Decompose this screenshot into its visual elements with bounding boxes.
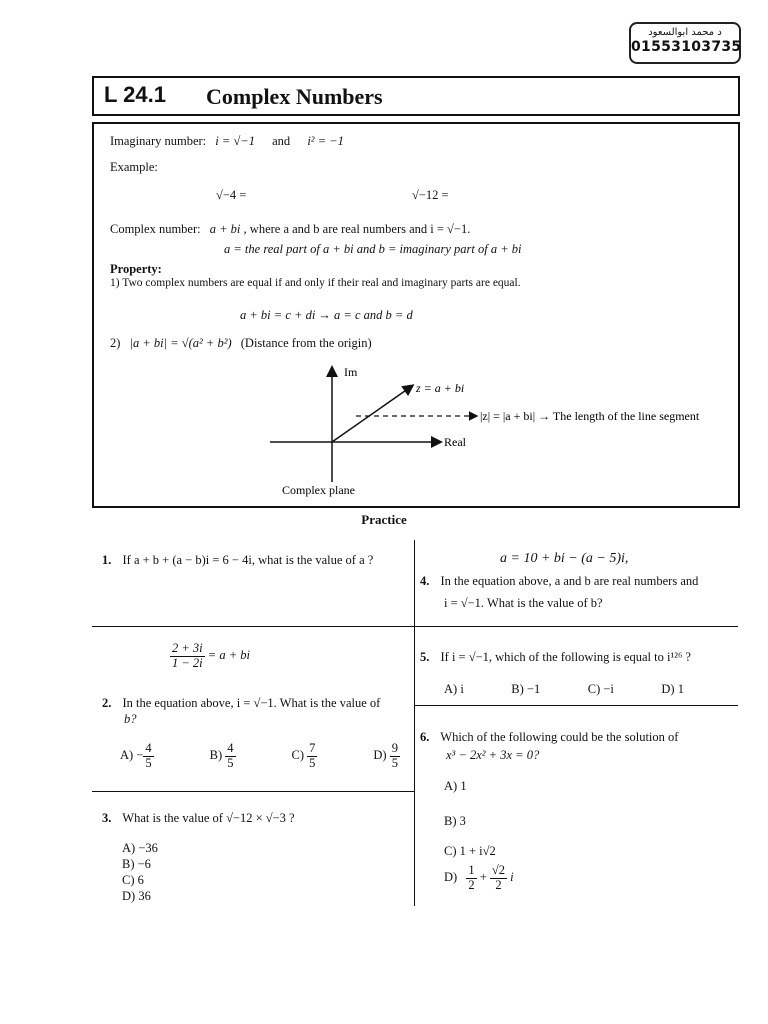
complex-plane-diagram (94, 124, 738, 506)
q2-option-c[interactable]: C) $\frac{7}{5}$ (291, 741, 316, 770)
example-2: √−12 = (412, 188, 449, 202)
question-5-options (444, 682, 684, 697)
question-6: 6. Which of the following could be the solution of (420, 730, 679, 744)
modulus-label: |z| = |a + bi| → The length of the line segment (480, 409, 700, 423)
q5-option-c[interactable]: C) −i (587, 682, 614, 696)
q6-option-b[interactable]: B) 3 (444, 814, 466, 828)
column-divider (414, 540, 415, 906)
q6-option-d[interactable]: D) $\frac{1}{2}$ + $\frac{√2}{2}$ i (444, 863, 514, 892)
q3-option-c[interactable]: C) 6 (122, 873, 144, 887)
row-divider-1 (92, 626, 738, 627)
q2-option-a[interactable]: A) − $\frac{4}{5}$ (120, 741, 152, 770)
question-2-line2: b? (124, 712, 137, 726)
vector-label: z = a + bi (416, 381, 465, 395)
row-divider-2-right (414, 705, 738, 706)
diagram-caption: Complex plane (282, 483, 355, 497)
question-3: 3. What is the value of √−12 × √−3 ? (102, 811, 295, 825)
question-5: 5. If i = √−1, which of the following is equal to i¹²⁶ ? (420, 650, 691, 664)
vector-z (332, 386, 412, 442)
page-title: Complex Numbers (206, 84, 383, 109)
q6-option-a[interactable]: A) 1 (444, 779, 467, 793)
author-stamp (629, 22, 741, 64)
axis-real-label: Real (444, 435, 466, 449)
q2-option-d[interactable]: D) $\frac{9}{5}$ (373, 741, 398, 770)
stamp-name: د محمد ابوالسعود (648, 27, 722, 38)
question-4-line2: i = √−1. What is the value of b? (444, 596, 603, 610)
q5-option-a[interactable]: A) i (444, 682, 464, 696)
q3-option-a[interactable]: A) −36 (122, 841, 158, 855)
example-1: √−4 = (216, 188, 247, 202)
question-6-equation: x³ − 2x² + 3x = 0? (446, 748, 540, 762)
complex-definition: Complex number: a + bi , where a and b are real numbers and i = √−1. (110, 222, 471, 236)
practice-heading: Practice (361, 512, 407, 527)
row-divider-3-left (92, 791, 414, 792)
question-2-options (120, 742, 400, 771)
q2-option-b[interactable]: B) $\frac{4}{5}$ (209, 741, 234, 770)
question-3-options (122, 840, 158, 904)
property-1-formula: a + bi = c + di → a = c and b = d (240, 308, 413, 322)
stamp-phone: 01553103735 (631, 39, 742, 55)
example-label: Example: (110, 160, 158, 174)
question-4-equation: a = 10 + bi − (a − 5)i, (500, 551, 629, 566)
q5-option-d[interactable]: D) 1 (661, 682, 684, 696)
lesson-box (92, 122, 740, 508)
lesson-title-bar (92, 76, 740, 116)
imaginary-definition: Imaginary number: i = √−1 and i² = −1 (110, 134, 344, 148)
q6-option-c[interactable]: C) 1 + i√2 (444, 844, 496, 858)
complex-parts: a = the real part of a + bi and b = imaginary part of a + bi (224, 242, 522, 256)
property-1: 1) Two complex numbers are equal if and only if their real and imaginary parts are equal. (110, 277, 521, 289)
question-2: 2. In the equation above, i = √−1. What is the value of (102, 696, 381, 710)
property-label: Property: (110, 262, 162, 276)
q3-option-b[interactable]: B) −6 (122, 857, 151, 871)
question-2-equation: $\frac{2 + 3i}{1 - 2i}$ = a + bi (172, 641, 251, 670)
q3-option-d[interactable]: D) 36 (122, 889, 151, 903)
question-4: 4. In the equation above, a and b are real numbers and (420, 574, 699, 588)
axis-im-label: Im (344, 365, 358, 379)
q5-option-b[interactable]: B) −1 (511, 682, 541, 696)
question-1: 1. If a + b + (a − b)i = 6 − 4i, what is the value of a ? (102, 553, 374, 567)
property-2: 2) |a + bi| = √(a² + b²) (Distance from the origin) (110, 336, 372, 350)
lesson-code: L 24.1 (104, 82, 166, 107)
